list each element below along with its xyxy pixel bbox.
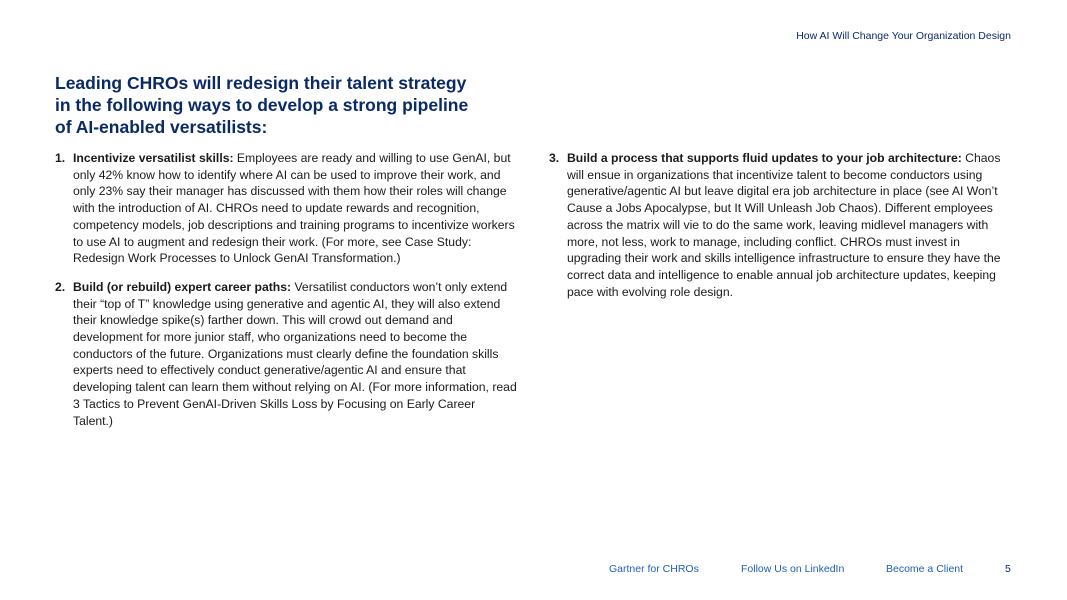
list-item-number: 2. (55, 279, 66, 294)
list-item-body: Chaos will ensue in organizations that incentivize talent to become conductors using generative/agentic AI but leave digital era job architecture in place (see AI Won’t Cause a Jobs Apocalypse, but It Will Unleash Job Chaos). Different employees across the matrix will vie to do the same work, leaving midlevel managers with more, not less, work to manage, including conflict. CHROs must invest in upgrading their work and skills intelligence infrastructure to ensure they have the correct data and intelligence to enable annual job architecture updates, keeping pace with evolving role design. (567, 151, 1001, 299)
list-item-text (73, 150, 517, 267)
page-number: 5 (1005, 563, 1011, 575)
footer-link-become-client[interactable]: Become a Client (886, 563, 964, 575)
footer-link-gartner-for-chros[interactable]: Gartner for CHROs (609, 563, 699, 575)
list-item-number: 3. (549, 151, 560, 165)
page-heading: Leading CHROs will redesign their talent strategy in the following ways to develop a strong pipeline of AI-enabled versatilists: (55, 73, 469, 137)
list-item (549, 150, 1017, 300)
list-item-body: Employees are ready and willing to use GenAI, but only 42% know how to identify where AI can be used to improve their work, and only 23% say their manager has discussed with them how their roles will change with the introduction of AI. CHROs need to update rewards and recognition, competency models, job descriptions and training programs to incentivize workers to use AI to augment and redesign their work. (For more, see Case Study: Redesign Work Processes to Unlock GenAI Transformation.) (73, 151, 515, 266)
left-column (55, 150, 517, 441)
list-item (55, 279, 517, 429)
footer-link-follow-linkedin[interactable]: Follow Us on LinkedIn (741, 563, 845, 575)
list-item-lead: Build (or rebuild) expert career paths: (73, 279, 292, 294)
list-item-lead: Build a process that supports fluid updates to your job architecture: (567, 151, 962, 165)
list-item-number: 1. (55, 151, 66, 165)
list-item-lead: Incentivize versatilist skills: (73, 151, 234, 165)
list-item-text (73, 279, 517, 429)
document-header-title: How AI Will Change Your Organization Design (796, 30, 1011, 42)
right-column (549, 150, 1017, 312)
footer (0, 563, 1067, 579)
list-item (55, 150, 517, 267)
list-item-body: Versatilist conductors won’t only extend their “top of T” knowledge using generative and agentic AI, they will also extend their knowledge spike(s) farther down. This will crowd out demand and development for more junior staff, who organizations need to become the conductors of the future. Organizations must clearly define the foundation skills experts need to effectively conduct generative/agentic AI and ensure that developing talent can learn them without relying on AI. (For more information, read 3 Tactics to Prevent GenAI-Driven Skills Loss by Focusing on Early Career Talent.) (73, 279, 517, 428)
list-item-text (567, 150, 1017, 300)
